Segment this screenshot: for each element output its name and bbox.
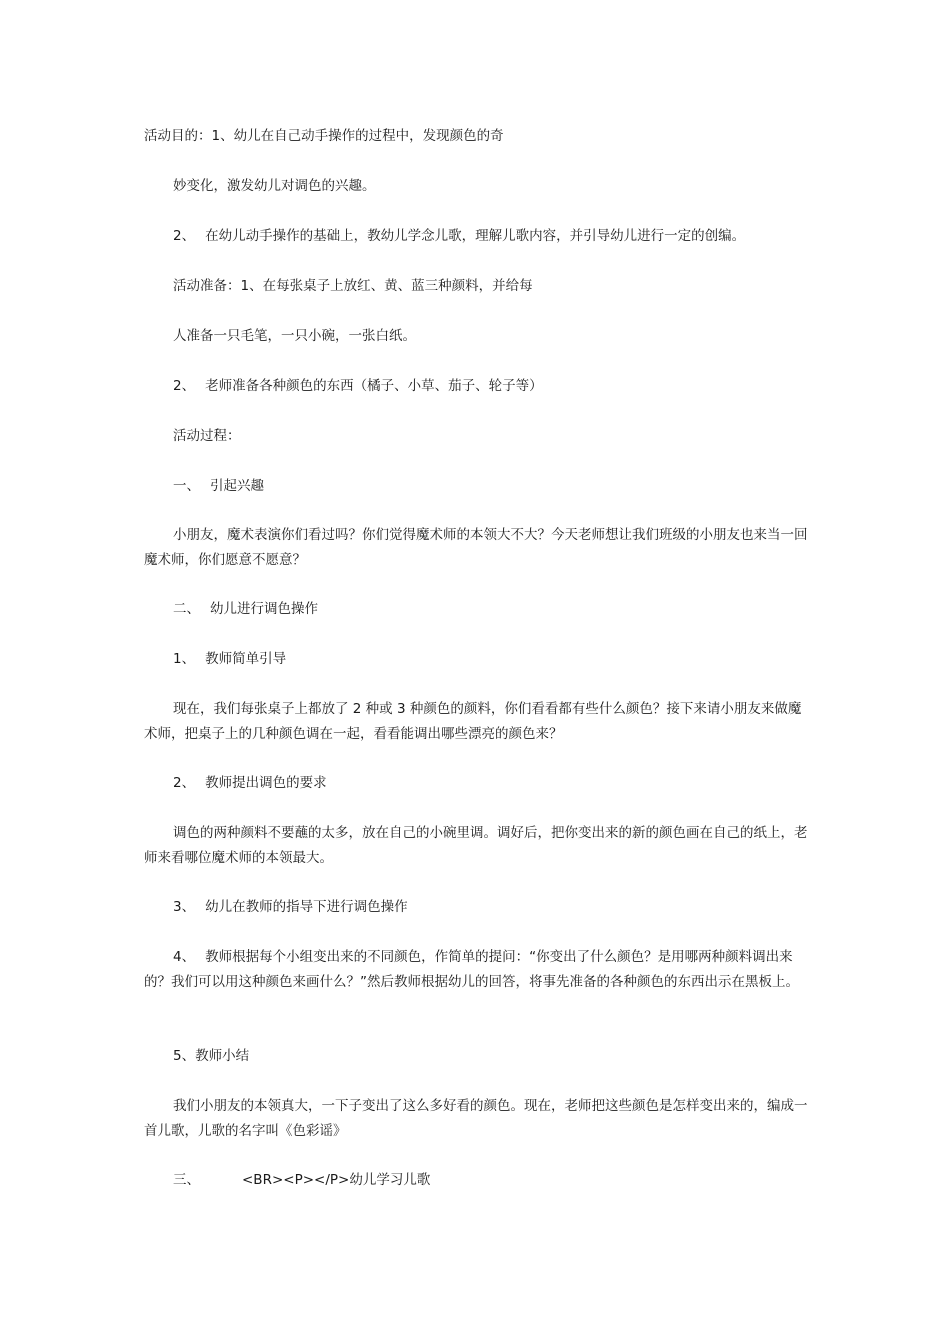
list-number: 2、 [173, 775, 196, 791]
paragraph-text: 小朋友，魔术表演你们看过吗？你们觉得魔术师的本领大不大？今天老师想让我们班级的小朋友也来当一回魔术师，你们愿意不愿意？ [144, 527, 808, 568]
paragraph-text: 人准备一只毛笔，一只小碗，一张白纸。 [173, 328, 416, 344]
paragraph-text: 引起兴趣 [210, 478, 264, 494]
paragraph-summary [144, 1094, 808, 1144]
list-number: 二、 [173, 601, 200, 617]
section-heading-1 [144, 474, 808, 499]
paragraph-text: <BR><P></P>幼儿学习儿歌 [242, 1172, 431, 1188]
paragraph-text: 活动过程： [173, 428, 241, 444]
paragraph-text: 活动准备：1、在每张桌子上放红、黄、蓝三种颜料，并给每 [173, 278, 533, 294]
subheading-3 [144, 895, 808, 920]
list-number: 3、 [173, 899, 196, 915]
paragraph-text: 活动目的：1、幼儿在自己动手操作的过程中，发现颜色的奇 [144, 128, 504, 144]
paragraph-activity-prep-1 [144, 274, 808, 299]
paragraph-text: 5、教师小结 [173, 1048, 250, 1064]
list-number: 一、 [173, 478, 200, 494]
subheading-4 [144, 945, 808, 995]
paragraph-activity-goal-1 [144, 124, 808, 149]
paragraph-activity-goal-1-cont [144, 174, 808, 199]
paragraph-text: 教师根据每个小组变出来的不同颜色，作简单的提问：“你变出了什么颜色？是用哪两种颜料调出来的？我们可以用这种颜色来画什么？”然后教师根据幼儿的回答，将事先准备的各种颜色的东西出示在黑板上。 [144, 949, 799, 990]
list-number: 1、 [173, 651, 196, 667]
list-number: 4、 [173, 949, 196, 965]
paragraph-teacher-guide [144, 697, 808, 747]
paragraph-text: 教师提出调色的要求 [205, 775, 327, 791]
paragraph-activity-goal-2 [144, 224, 808, 249]
list-number: 三、 [173, 1172, 200, 1188]
paragraph-activity-prep-2 [144, 374, 808, 399]
paragraph-text: 教师简单引导 [205, 651, 287, 667]
list-number: 2、 [173, 228, 196, 244]
paragraph-text: 妙变化，激发幼儿对调色的兴趣。 [173, 178, 376, 194]
paragraph-text: 老师准备各种颜色的东西（橘子、小草、茄子、轮子等） [205, 378, 543, 394]
paragraph-text: 我们小朋友的本领真大，一下子变出了这么多好看的颜色。现在，老师把这些颜色是怎样变出来的，编成一首儿歌，儿歌的名字叫《色彩谣》 [144, 1098, 808, 1139]
subheading-1 [144, 647, 808, 672]
paragraph-intro-magic [144, 523, 808, 573]
paragraph-text: 调色的两种颜料不要蘸的太多，放在自己的小碗里调。调好后，把你变出来的新的颜色画在自己的纸上，老师来看哪位魔术师的本领最大。 [144, 825, 808, 866]
paragraph-text: 幼儿进行调色操作 [210, 601, 318, 617]
paragraph-activity-prep-1-cont [144, 324, 808, 349]
paragraph-text: 幼儿在教师的指导下进行调色操作 [205, 899, 408, 915]
paragraph-text: 在幼儿动手操作的基础上，教幼儿学念儿歌，理解儿歌内容，并引导幼儿进行一定的创编。 [205, 228, 746, 244]
section-heading-2 [144, 597, 808, 622]
paragraph-text: 现在，我们每张桌子上都放了 2 种或 3 种颜色的颜料，你们看看都有些什么颜色？接下来请小朋友来做魔术师，把桌子上的几种颜色调在一起，看看能调出哪些漂亮的颜色来？ [144, 701, 802, 742]
list-number: 2、 [173, 378, 196, 394]
paragraph-color-rules [144, 821, 808, 871]
section-heading-3 [144, 1168, 808, 1193]
subheading-2 [144, 771, 808, 796]
paragraph-process-heading [144, 424, 808, 449]
subheading-5 [144, 1044, 808, 1069]
